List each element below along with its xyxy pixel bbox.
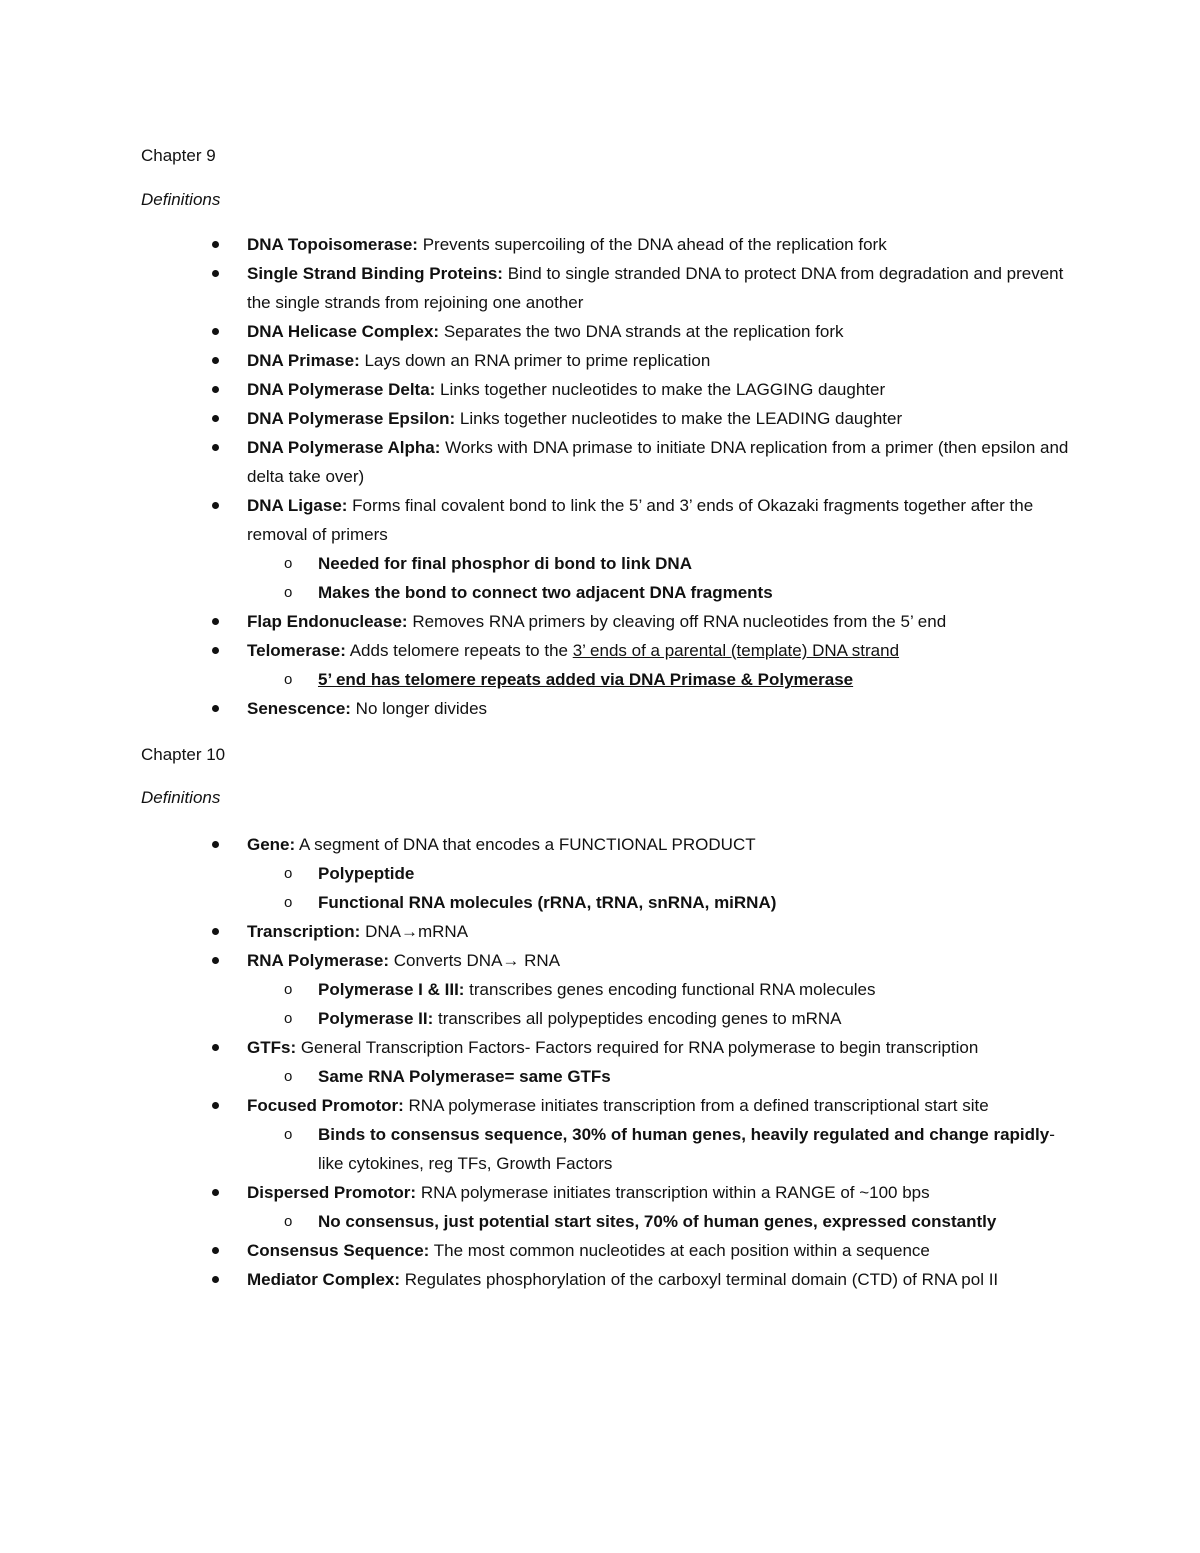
definition-term: DNA Topoisomerase: — [247, 235, 418, 254]
definition-term: Senescence: — [247, 699, 351, 718]
definition-item — [0, 1236, 1200, 1265]
definition-item — [0, 491, 1200, 607]
chapter-10-definitions-heading: Definitions — [141, 788, 221, 807]
sub-item-text: Makes the bond to connect two adjacent DNA fragments — [318, 583, 773, 602]
bullet-icon — [212, 1178, 222, 1207]
sub-item-text: No consensus, just potential start sites, 70% of human genes, expressed constantly — [318, 1212, 997, 1231]
sub-item — [0, 549, 1080, 578]
definition-text: Removes RNA primers by cleaving off RNA nucleotides from the 5’ end — [407, 612, 947, 631]
sub-list — [247, 975, 1080, 1033]
sub-item — [0, 578, 1080, 607]
definition-term: DNA Helicase Complex: — [247, 322, 440, 341]
definition-item — [0, 946, 1200, 1033]
sub-item-bold: Polymerase I & III: — [318, 980, 465, 999]
sub-item-text: Functional RNA molecules (rRNA, tRNA, snRNA, miRNA) — [318, 893, 777, 912]
definition-item — [0, 375, 1200, 404]
bullet-icon — [212, 830, 222, 859]
sub-item — [0, 1207, 1080, 1236]
definition-item — [0, 1033, 1200, 1091]
definition-term: Focused Promotor: — [247, 1096, 404, 1115]
definition-term: Mediator Complex: — [247, 1270, 401, 1289]
definition-text: Regulates phosphorylation of the carboxyl terminal domain (CTD) of RNA pol II — [400, 1270, 999, 1289]
circle-bullet-icon: o — [284, 1010, 293, 1027]
definition-term: Transcription: — [247, 922, 361, 941]
definition-term: Gene: — [247, 835, 296, 854]
sub-item-bold: Binds to consensus sequence, 30% of human genes, heavily regulated and change rapidly — [318, 1125, 1050, 1144]
circle-bullet-icon: o — [284, 865, 293, 882]
sub-list — [247, 549, 1080, 607]
sub-item — [0, 859, 1080, 888]
sub-item-text: Polypeptide — [318, 864, 415, 883]
chapter-10-title: Chapter 10 — [141, 745, 226, 764]
definition-text: RNA polymerase initiates transcription from a defined transcriptional start site — [403, 1096, 989, 1115]
definition-term: Telomerase: — [247, 641, 346, 660]
circle-bullet-icon: o — [284, 981, 293, 998]
definition-term: Flap Endonuclease: — [247, 612, 408, 631]
definition-text: Links together nucleotides to make the LAGGING daughter — [435, 380, 886, 399]
sub-list — [247, 1120, 1080, 1178]
definition-term: DNA Polymerase Epsilon: — [247, 409, 456, 428]
definition-text: A segment of DNA that encodes a FUNCTIONAL PRODUCT — [295, 835, 756, 854]
sub-item — [0, 665, 1080, 694]
bullet-icon — [212, 1091, 222, 1120]
definition-item — [0, 636, 1200, 694]
definition-item — [0, 433, 1200, 491]
definition-text: Links together nucleotides to make the LEADING daughter — [455, 409, 903, 428]
definition-term: DNA Primase: — [247, 351, 360, 370]
definition-item — [0, 346, 1200, 375]
definition-item — [0, 317, 1200, 346]
sub-item-text: 5’ end has telomere repeats added via DNA Primase & Polymerase — [318, 670, 854, 689]
circle-bullet-icon: o — [284, 584, 293, 601]
sub-list — [247, 1207, 1080, 1236]
bullet-icon — [212, 694, 222, 723]
definition-text: Prevents supercoiling of the DNA ahead of the replication fork — [417, 235, 887, 254]
bullet-icon — [212, 375, 222, 404]
definition-text: Bind to single stranded DNA to protect DNA from degradation and prevent the single strands from rejoining one another — [247, 264, 1064, 312]
sub-item-text: - like cytokines, reg TFs, Growth Factors — [318, 1125, 1055, 1173]
sub-list — [247, 859, 1080, 917]
bullet-icon — [212, 917, 222, 946]
chapter-9-definitions-heading: Definitions — [141, 190, 221, 209]
chapter-10-definition-list — [0, 830, 1200, 1294]
definition-text: Converts DNA→ RNA — [389, 951, 561, 970]
definition-term: Dispersed Promotor: — [247, 1183, 417, 1202]
bullet-icon — [212, 404, 222, 433]
definition-item — [0, 259, 1200, 317]
sub-item — [0, 1062, 1080, 1091]
definition-term: Consensus Sequence: — [247, 1241, 430, 1260]
chapter-9-definition-list — [0, 230, 1200, 723]
definition-term: DNA Polymerase Alpha: — [247, 438, 441, 457]
definition-item — [0, 917, 1200, 946]
bullet-icon — [212, 636, 222, 665]
circle-bullet-icon: o — [284, 555, 293, 572]
sub-list — [247, 1062, 1080, 1091]
definition-text-underlined: 3’ ends of a parental (template) DNA strand — [572, 641, 900, 660]
bullet-icon — [212, 1236, 222, 1265]
definition-item — [0, 1178, 1200, 1236]
bullet-icon — [212, 259, 222, 288]
circle-bullet-icon: o — [284, 1126, 293, 1143]
sub-item-text: Needed for final phosphor di bond to link DNA — [318, 554, 692, 573]
sub-item-text: transcribes all polypeptides encoding genes to mRNA — [433, 1009, 842, 1028]
definition-text: No longer divides — [350, 699, 488, 718]
bullet-icon — [212, 317, 222, 346]
sub-item — [0, 888, 1080, 917]
definition-item — [0, 830, 1200, 917]
circle-bullet-icon: o — [284, 1068, 293, 1085]
definition-item — [0, 1265, 1200, 1294]
sub-item-bold: Polymerase II: — [318, 1009, 434, 1028]
definition-item — [0, 230, 1200, 259]
bullet-icon — [212, 607, 222, 636]
definition-item — [0, 607, 1200, 636]
circle-bullet-icon: o — [284, 1213, 293, 1230]
chapter-9-title: Chapter 9 — [141, 146, 216, 165]
sub-item-text: transcribes genes encoding functional RNA molecules — [464, 980, 876, 999]
definition-text: Forms final covalent bond to link the 5’ and 3’ ends of Okazaki fragments together after the removal of primers — [247, 496, 1034, 544]
sub-item-text: Same RNA Polymerase= same GTFs — [318, 1067, 611, 1086]
circle-bullet-icon: o — [284, 894, 293, 911]
definition-term: DNA Ligase: — [247, 496, 348, 515]
bullet-icon — [212, 346, 222, 375]
definition-text: General Transcription Factors- Factors required for RNA polymerase to begin transcription — [296, 1038, 979, 1057]
sub-item — [0, 975, 1080, 1004]
definition-term: RNA Polymerase: — [247, 951, 390, 970]
sub-item — [0, 1120, 1080, 1178]
definition-item — [0, 694, 1200, 723]
definition-item — [0, 1091, 1200, 1178]
definition-term: GTFs: — [247, 1038, 297, 1057]
definition-term: Single Strand Binding Proteins: — [247, 264, 503, 283]
definition-text: DNA→mRNA — [360, 922, 469, 941]
definition-text: RNA polymerase initiates transcription within a RANGE of ~100 bps — [416, 1183, 930, 1202]
bullet-icon — [212, 433, 222, 462]
circle-bullet-icon: o — [284, 671, 293, 688]
definition-term: DNA Polymerase Delta: — [247, 380, 436, 399]
sub-list — [247, 665, 1080, 694]
definition-text: Adds telomere repeats to the — [345, 641, 573, 660]
definition-text: Separates the two DNA strands at the replication fork — [439, 322, 844, 341]
bullet-icon — [212, 230, 222, 259]
definition-text: Works with DNA primase to initiate DNA replication from a primer (then epsilon and delta take over) — [247, 438, 1069, 486]
bullet-icon — [212, 1265, 222, 1294]
bullet-icon — [212, 1033, 222, 1062]
definition-item — [0, 404, 1200, 433]
bullet-icon — [212, 946, 222, 975]
bullet-icon — [212, 491, 222, 520]
definition-text: The most common nucleotides at each position within a sequence — [429, 1241, 930, 1260]
definition-text: Lays down an RNA primer to prime replication — [359, 351, 711, 370]
sub-item — [0, 1004, 1080, 1033]
